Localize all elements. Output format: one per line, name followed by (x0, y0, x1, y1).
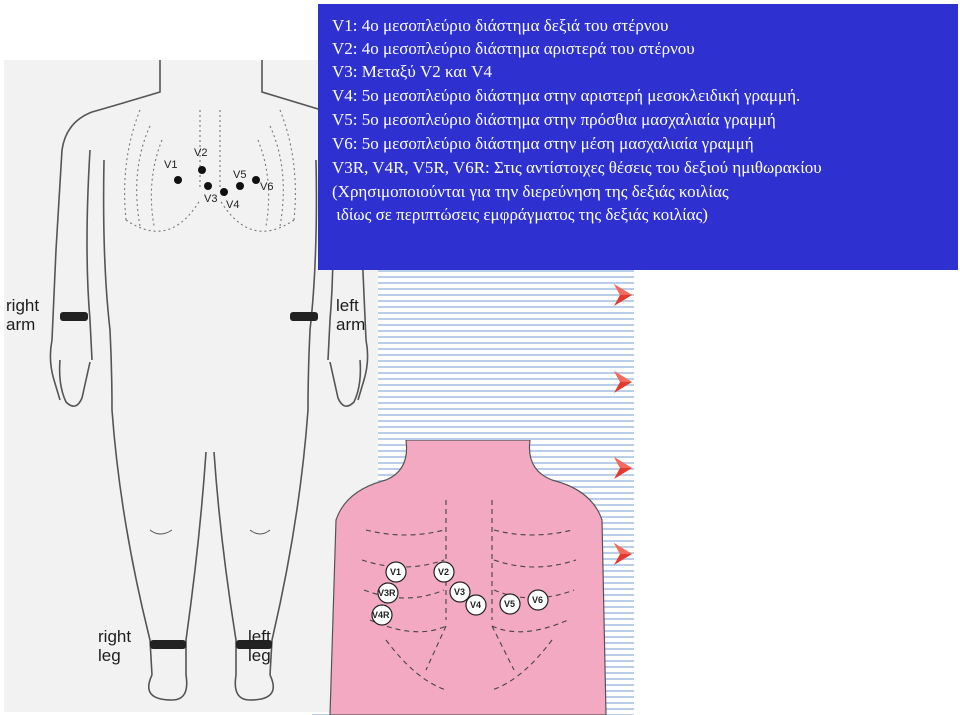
arrow-bullet-icon (612, 455, 634, 481)
lead-description-box (318, 4, 958, 270)
electrode-label: V2 (194, 147, 208, 159)
chest-electrode-label: V6 (532, 595, 544, 605)
electrode-v4-dot (220, 188, 228, 196)
left-leg-label: left leg (248, 627, 271, 665)
arrow-bullet-icon (612, 541, 634, 567)
chest-electrode-label: V2 (438, 567, 450, 577)
chest-electrode-label: V4 (470, 600, 482, 610)
right-arm-lead-band (60, 312, 88, 321)
electrode-label: V3 (204, 193, 218, 205)
left-arm-lead-band (290, 312, 318, 321)
chest-electrode-label: V4R (372, 610, 390, 620)
description-line: V3: Μεταξύ V2 και V4 (332, 62, 492, 81)
chest-electrode-label: V5 (504, 599, 516, 609)
chest-electrode-figure (326, 440, 612, 715)
chest-electrode-label: V3R (378, 588, 396, 598)
description-line: ιδίως σε περιπτώσεις εμφράγματος της δεξιάς κοιλίας) (332, 205, 708, 224)
description-line: V2: 4ο μεσοπλεύριο διάστημα αριστερά του στέρνου (332, 39, 695, 58)
electrode-label: V6 (260, 181, 274, 193)
electrode-v2-dot (198, 166, 206, 174)
electrode-label: V5 (233, 169, 247, 181)
right-leg-lead-band (150, 640, 186, 649)
arrow-bullet-icon (612, 369, 634, 395)
electrode-v3-dot (204, 182, 212, 190)
description-line: V1: 4ο μεσοπλεύριο διάστημα δεξιά του στέρνου (332, 16, 669, 35)
electrode-label: V1 (164, 159, 178, 171)
description-line: V6: 5ο μεσοπλεύριο διάστημα στην μέση μασχαλιαία γραμμή (332, 134, 754, 153)
electrode-v6-dot (252, 176, 260, 184)
electrode-label: V4 (226, 199, 240, 211)
electrode-v5-dot (236, 182, 244, 190)
electrode-v1-dot (174, 176, 182, 184)
chest-skin (330, 440, 606, 715)
arrow-bullet-icon (612, 282, 634, 308)
chest-electrode-label: V1 (390, 567, 402, 577)
description-line: V3R, V4R, V5R, V6R: Στις αντίστοιχες θέσεις του δεξιού ημιθωρακίου (332, 158, 822, 177)
description-line: V5: 5ο μεσοπλεύριο διάστημα στην πρόσθια μασχαλιαία γραμμή (332, 110, 776, 129)
description-line: V4: 5ο μεσοπλεύριο διάστημα στην αριστερή μεσοκλειδική γραμμή. (332, 86, 801, 105)
description-line: (Χρησιμοποιούνται για την διερεύνηση της δεξιάς κοιλίας (332, 182, 729, 201)
left-arm-label: left arm (336, 296, 366, 334)
right-leg-label: right leg (98, 627, 132, 665)
chest-electrode-label: V3 (454, 587, 466, 597)
right-arm-label: right arm (6, 296, 40, 334)
